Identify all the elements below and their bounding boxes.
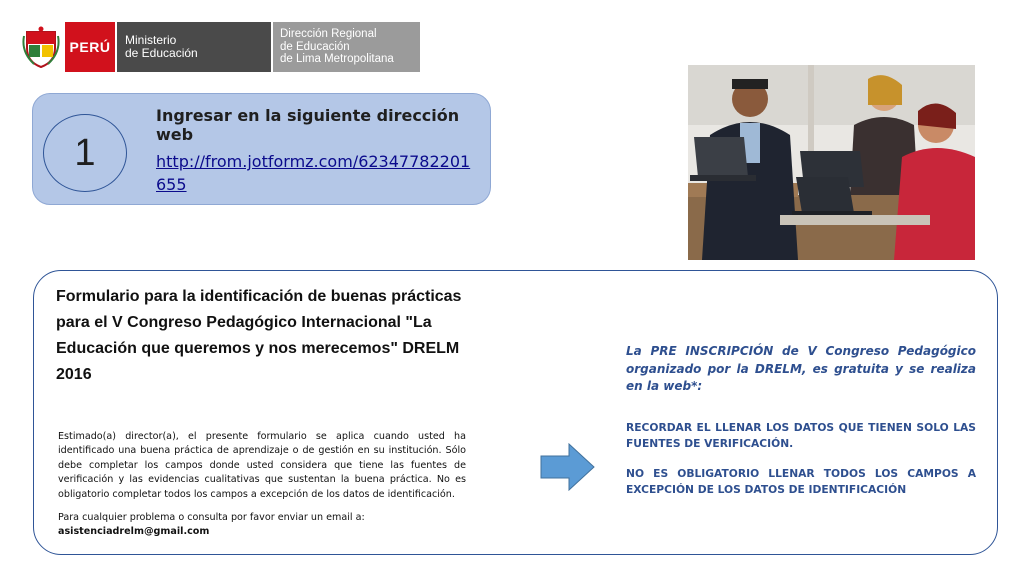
step-title: Ingresar en la siguiente dirección web <box>156 106 460 144</box>
peru-label: PERÚ <box>65 22 115 72</box>
step-number: 1 <box>43 114 127 192</box>
contact-email: asistenciadrelm@gmail.com <box>58 526 210 538</box>
teachers-photo <box>688 65 975 260</box>
dre-label <box>273 22 420 72</box>
form-title: Formulario para la identificación de buenas prácticas para el V Congreso Pedagógico Internacional "La Educación que queremos y nos merecemos" DRELM 2016 <box>56 288 462 383</box>
form-contact <box>58 511 466 540</box>
contact-label: Para cualquier problema o consulta por favor enviar un email a: <box>58 512 365 523</box>
ministerio-line: de Educación <box>125 46 198 60</box>
pre-inscription-note: La PRE INSCRIPCIÓN de V Congreso Pedagógico organizado por la DRELM, es gratuita y se realiza en la web*: <box>626 344 976 393</box>
step-box <box>32 93 491 205</box>
form-url-link[interactable]: http://from.jotformz.com/62347782201655 <box>156 152 471 194</box>
header-logo <box>22 22 420 72</box>
dre-line: de Educación <box>280 40 350 53</box>
dre-line: de Lima Metropolitana <box>280 53 394 66</box>
peru-coat-of-arms-icon <box>22 26 60 68</box>
reminder-note: RECORDAR EL LLENAR LOS DATOS QUE TIENEN SOLO LAS FUENTES DE VERIFICACIÓN. <box>626 421 976 450</box>
form-description: Estimado(a) director(a), el presente formulario se aplica cuando usted ha identificado una buena práctica de aprendizaje o de gestión en su institución. Sólo debe completar los campos donde usted considera que tiene las fuentes de verificación y las evidencias cualitativas que sustentan la buena práctica. No es obligatorio completar todos los campos a excepción de los datos de identificación. <box>58 431 466 500</box>
ministerio-line: Ministerio <box>125 33 177 47</box>
dre-line: Dirección Regional <box>280 28 377 41</box>
right-arrow-icon <box>540 443 595 491</box>
optional-fields-note: NO ES OBLIGATORIO LLENAR TODOS LOS CAMPOS A EXCEPCIÓN DE LOS DATOS DE IDENTIFICACIÓN <box>626 467 976 496</box>
ministerio-label <box>117 22 271 72</box>
